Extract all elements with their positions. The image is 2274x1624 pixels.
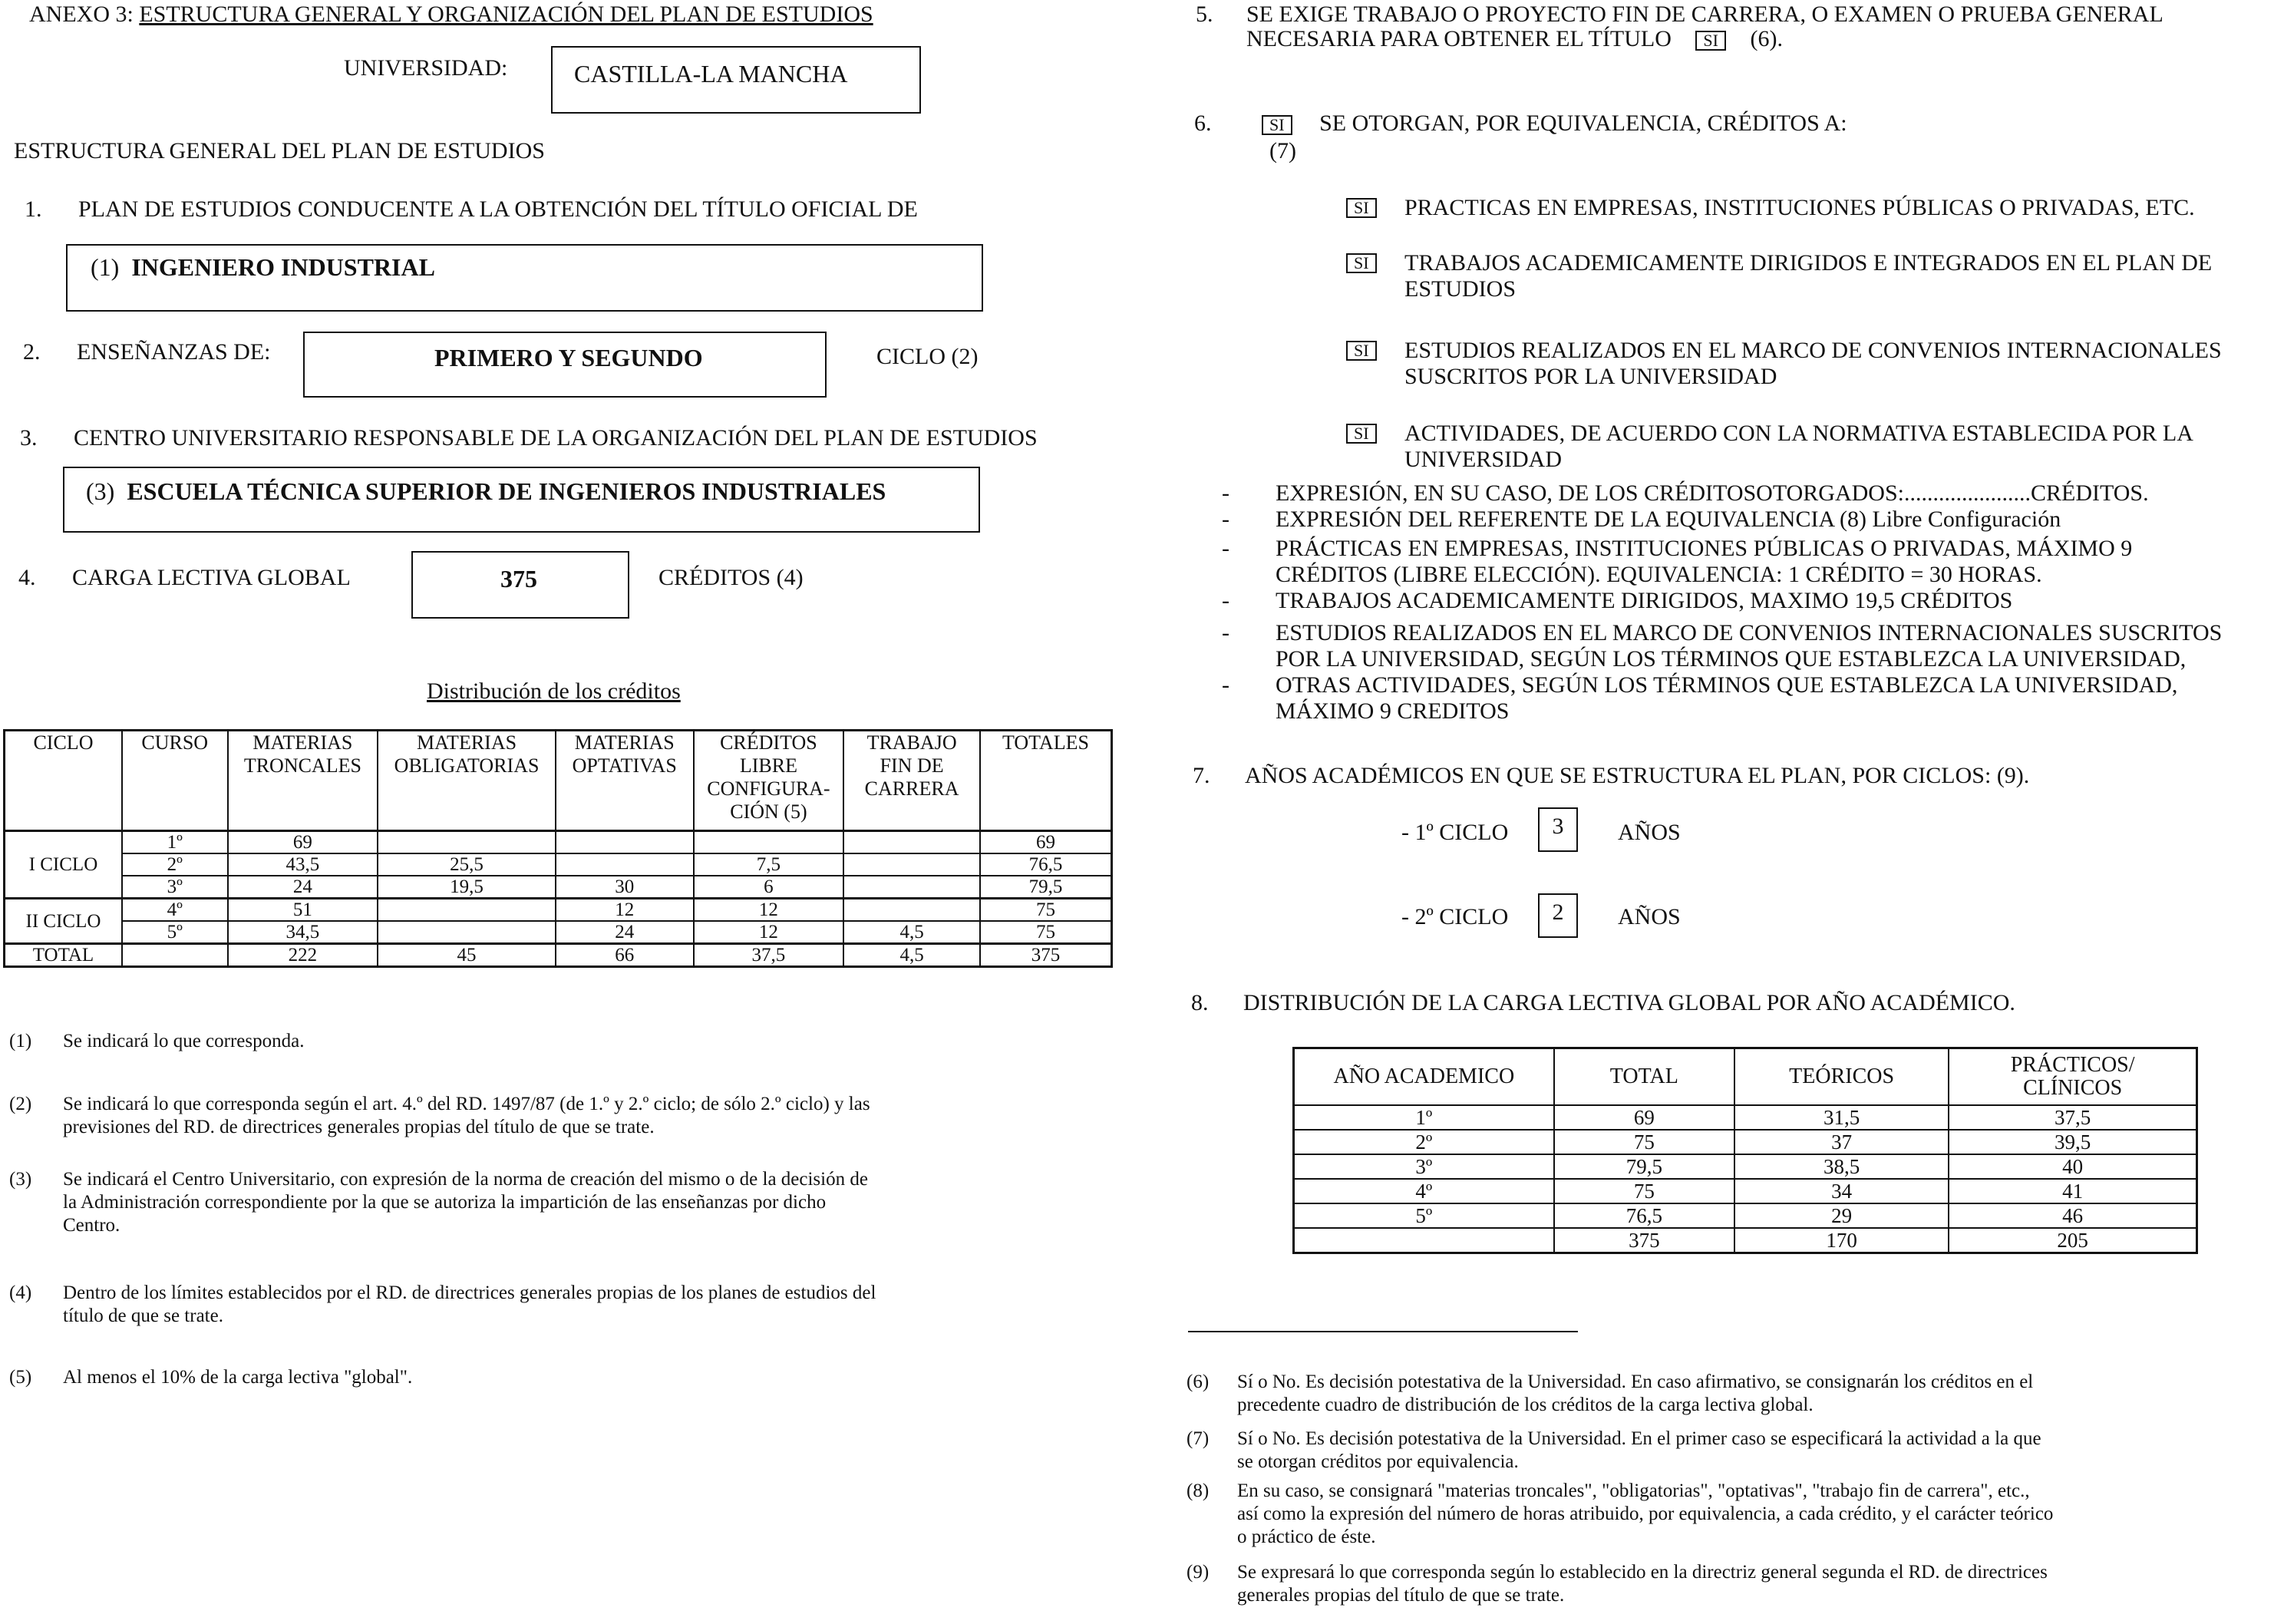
option-line: ESTUDIOS bbox=[1404, 276, 1517, 302]
item3-number: 3. bbox=[20, 425, 38, 451]
footnote-line: Se indicará lo que corresponda. bbox=[63, 1031, 305, 1051]
dash-bullet: - bbox=[1222, 588, 1229, 613]
year-cell: 38,5 bbox=[1734, 1154, 1949, 1179]
footnote-line: generales propias del título de que se trate. bbox=[1237, 1585, 1565, 1606]
cycle2-suffix: AÑOS bbox=[1618, 904, 1681, 929]
distribution-value-cell: 69 bbox=[980, 831, 1112, 854]
year-cell: 37 bbox=[1734, 1130, 1949, 1154]
option-line: PRACTICAS EN EMPRESAS, INSTITUCIONES PÚBLICAS O PRIVADAS, ETC. bbox=[1404, 195, 2195, 220]
distribution-value-cell: 24 bbox=[556, 921, 694, 944]
distribution-curso-cell: 3º bbox=[122, 876, 228, 899]
year-header-cell: AÑO ACADEMICO bbox=[1294, 1048, 1554, 1106]
item4-value: 375 bbox=[500, 565, 537, 592]
year-cell: 3º bbox=[1294, 1154, 1554, 1179]
year-header-row bbox=[1294, 1048, 2197, 1106]
item8-number: 8. bbox=[1191, 990, 1209, 1015]
distribution-row bbox=[5, 899, 1112, 922]
distribution-table bbox=[3, 729, 1113, 968]
footnote-number: (3) bbox=[9, 1169, 32, 1190]
equivalence-detail-line: POR LA UNIVERSIDAD, SEGÚN LOS TÉRMINOS QUE ESTABLEZCA LA UNIVERSIDAD, bbox=[1276, 646, 2187, 672]
option-line: ESTUDIOS REALIZADOS EN EL MARCO DE CONVENIOS INTERNACIONALES bbox=[1404, 338, 2222, 363]
equivalence-detail-line: PRÁCTICAS EN EMPRESAS, INSTITUCIONES PÚBLICAS O PRIVADAS, MÁXIMO 9 bbox=[1276, 536, 2133, 561]
footnote-line: se otorgan créditos por equivalencia. bbox=[1237, 1451, 1519, 1472]
option-checkbox[interactable]: SI bbox=[1346, 253, 1377, 273]
item7-number: 7. bbox=[1193, 763, 1210, 788]
year-cell: 75 bbox=[1554, 1130, 1734, 1154]
dash-bullet: - bbox=[1222, 620, 1229, 645]
distribution-header-cell: MATERIAS OPTATIVAS bbox=[556, 731, 694, 831]
distribution-value-cell: 19,5 bbox=[378, 876, 556, 899]
year-row bbox=[1294, 1228, 2197, 1253]
item1-text: PLAN DE ESTUDIOS CONDUCENTE A LA OBTENCIÓN DEL TÍTULO OFICIAL DE bbox=[78, 196, 918, 222]
year-header-cell: PRÁCTICOS/ CLÍNICOS bbox=[1949, 1048, 2196, 1106]
distribution-value-cell bbox=[694, 831, 844, 854]
year-cell: 375 bbox=[1554, 1228, 1734, 1253]
year-cell: 34 bbox=[1734, 1179, 1949, 1203]
dash-bullet: - bbox=[1222, 480, 1229, 506]
annex-title-underlined: ESTRUCTURA GENERAL Y ORGANIZACIÓN DEL PLAN DE ESTUDIOS bbox=[139, 2, 873, 27]
year-cell: 40 bbox=[1949, 1154, 2196, 1179]
distribution-total-cell: 66 bbox=[556, 944, 694, 967]
item3-value: ESCUELA TÉCNICA SUPERIOR DE INGENIEROS INDUSTRIALES bbox=[127, 477, 886, 505]
cycle1-value: 3 bbox=[1538, 807, 1578, 852]
year-cell: 41 bbox=[1949, 1179, 2196, 1203]
year-cell: 37,5 bbox=[1949, 1105, 2196, 1130]
item2-text: ENSEÑANZAS DE: bbox=[77, 339, 271, 365]
footnote-number: (9) bbox=[1187, 1562, 1210, 1583]
equivalence-detail-line: EXPRESIÓN DEL REFERENTE DE LA EQUIVALENCIA (8) Libre Configuración bbox=[1276, 507, 2061, 532]
cycle2-label: - 2º CICLO bbox=[1401, 904, 1509, 929]
distribution-total-cell: 4,5 bbox=[843, 944, 980, 967]
item6-line bbox=[1262, 111, 1847, 137]
item2-value: PRIMERO Y SEGUNDO bbox=[434, 344, 703, 371]
item4-suffix: CRÉDITOS (4) bbox=[658, 565, 804, 590]
year-cell: 170 bbox=[1734, 1228, 1949, 1253]
item3-value-line bbox=[86, 477, 886, 506]
item4-text: CARGA LECTIVA GLOBAL bbox=[72, 565, 351, 590]
footnote-line: o práctico de éste. bbox=[1237, 1527, 1376, 1547]
item3-ref: (3) bbox=[86, 477, 115, 505]
distribution-value-cell bbox=[843, 831, 980, 854]
year-cell: 46 bbox=[1949, 1203, 2196, 1228]
distribution-header-cell: TRABAJO FIN DE CARRERA bbox=[843, 731, 980, 831]
item1-ref: (1) bbox=[91, 253, 120, 281]
item2-number: 2. bbox=[23, 339, 41, 365]
year-cell: 4º bbox=[1294, 1179, 1554, 1203]
distribution-value-cell: 43,5 bbox=[228, 853, 378, 876]
distribution-value-cell: 51 bbox=[228, 899, 378, 922]
equivalence-detail-line: TRABAJOS ACADEMICAMENTE DIRIGIDOS, MAXIMO 19,5 CRÉDITOS bbox=[1276, 588, 2013, 613]
dash-bullet: - bbox=[1222, 536, 1229, 561]
distribution-total-cell: 45 bbox=[378, 944, 556, 967]
footnote-line: título de que se trate. bbox=[63, 1305, 223, 1326]
distribution-header-cell: CURSO bbox=[122, 731, 228, 831]
year-row bbox=[1294, 1105, 2197, 1130]
equivalence-detail-line: MÁXIMO 9 CREDITOS bbox=[1276, 698, 1510, 724]
distribution-curso-cell: 2º bbox=[122, 853, 228, 876]
item8-text: DISTRIBUCIÓN DE LA CARGA LECTIVA GLOBAL POR AÑO ACADÉMICO. bbox=[1243, 990, 2015, 1015]
distribution-total-cell: 37,5 bbox=[694, 944, 844, 967]
year-header-cell: TOTAL bbox=[1554, 1048, 1734, 1106]
footnote-line: En su caso, se consignará "materias troncales", "obligatorias", "optativas", "trabajo fin de carrera", etc., bbox=[1237, 1480, 2030, 1501]
option-checkbox[interactable]: SI bbox=[1346, 341, 1377, 361]
distribution-curso-cell: 1º bbox=[122, 831, 228, 854]
distribution-value-cell: 24 bbox=[228, 876, 378, 899]
distribution-curso-cell: 5º bbox=[122, 921, 228, 944]
year-cell: 79,5 bbox=[1554, 1154, 1734, 1179]
dash-bullet: - bbox=[1222, 672, 1229, 698]
distribution-header-cell: MATERIAS TRONCALES bbox=[228, 731, 378, 831]
footnote-line: previsiones del RD. de directrices generales propias del título de que se trate. bbox=[63, 1117, 655, 1137]
option-line: UNIVERSIDAD bbox=[1404, 447, 1562, 472]
item6-checkbox[interactable]: SI bbox=[1262, 115, 1292, 135]
footnote-line: Al menos el 10% de la carga lectiva "global". bbox=[63, 1367, 413, 1388]
distribution-value-cell: 7,5 bbox=[694, 853, 844, 876]
footnote-number: (8) bbox=[1187, 1480, 1210, 1501]
distribution-value-cell: 34,5 bbox=[228, 921, 378, 944]
distribution-value-cell: 12 bbox=[694, 899, 844, 922]
distribution-header-cell: CRÉDITOS LIBRE CONFIGURA- CIÓN (5) bbox=[694, 731, 844, 831]
distribution-value-cell bbox=[378, 921, 556, 944]
distribution-value-cell: 79,5 bbox=[980, 876, 1112, 899]
footnote-number: (4) bbox=[9, 1282, 32, 1303]
equivalence-detail-line: EXPRESIÓN, EN SU CASO, DE LOS CRÉDITOSOTORGADOS:......................CRÉDITOS. bbox=[1276, 480, 2149, 506]
year-cell: 69 bbox=[1554, 1105, 1734, 1130]
footnote-line: Sí o No. Es decisión potestativa de la Universidad. En el primer caso se especificará la actividad a la que bbox=[1237, 1428, 2041, 1449]
item1-value-line bbox=[91, 253, 435, 282]
year-cell: 75 bbox=[1554, 1179, 1734, 1203]
distribution-value-cell: 4,5 bbox=[843, 921, 980, 944]
distribution-value-cell bbox=[556, 853, 694, 876]
year-distribution-table bbox=[1292, 1047, 2198, 1254]
distribution-value-cell bbox=[843, 899, 980, 922]
option-checkbox[interactable]: SI bbox=[1346, 424, 1377, 444]
item5-checkbox[interactable]: SI bbox=[1695, 31, 1726, 51]
cycle1-label: - 1º CICLO bbox=[1401, 820, 1509, 845]
footnote-line: la Administración correspondiente por la que se autoriza la impartición de las enseñanzas por dicho bbox=[63, 1192, 827, 1213]
option-line: SUSCRITOS POR LA UNIVERSIDAD bbox=[1404, 364, 1777, 389]
footnote-number: (5) bbox=[9, 1367, 32, 1388]
option-line: ACTIVIDADES, DE ACUERDO CON LA NORMATIVA ESTABLECIDA POR LA bbox=[1404, 421, 2193, 446]
year-row bbox=[1294, 1154, 2197, 1179]
distribution-total-curso bbox=[122, 944, 228, 967]
distribution-total-cell: 375 bbox=[980, 944, 1112, 967]
equivalence-detail-line: CRÉDITOS (LIBRE ELECCIÓN). EQUIVALENCIA: 1 CRÉDITO = 30 HORAS. bbox=[1276, 562, 2042, 587]
footnote-line: Se indicará el Centro Universitario, con expresión de la norma de creación del mismo o de la decisión de bbox=[63, 1169, 868, 1190]
footnote-line: así como la expresión del número de horas atribuido, por equivalencia, a cada crédito, y el carácter teórico bbox=[1237, 1504, 2054, 1524]
year-row bbox=[1294, 1179, 2197, 1203]
year-cell: 39,5 bbox=[1949, 1130, 2196, 1154]
distribution-value-cell: 6 bbox=[694, 876, 844, 899]
distribution-value-cell: 75 bbox=[980, 899, 1112, 922]
distribution-value-cell: 12 bbox=[694, 921, 844, 944]
year-cell: 5º bbox=[1294, 1203, 1554, 1228]
university-label: UNIVERSIDAD: bbox=[344, 55, 508, 81]
item5-line2-text: NECESARIA PARA OBTENER EL TÍTULO bbox=[1246, 26, 1672, 51]
footnote-line: Dentro de los límites establecidos por el RD. de directrices generales propias de los planes de estudios del bbox=[63, 1282, 876, 1303]
distribution-curso-cell: 4º bbox=[122, 899, 228, 922]
item6-text: SE OTORGAN, POR EQUIVALENCIA, CRÉDITOS A: bbox=[1319, 111, 1847, 136]
item7-text: AÑOS ACADÉMICOS EN QUE SE ESTRUCTURA EL PLAN, POR CICLOS: (9). bbox=[1245, 763, 2030, 788]
distribution-header-cell: CICLO bbox=[5, 731, 122, 831]
item1-number: 1. bbox=[25, 196, 42, 222]
distribution-title: Distribución de los créditos bbox=[427, 678, 681, 704]
footnote-number: (6) bbox=[1187, 1371, 1210, 1392]
annex-title bbox=[29, 2, 873, 28]
year-cell bbox=[1294, 1228, 1554, 1253]
distribution-value-cell: 69 bbox=[228, 831, 378, 854]
year-row bbox=[1294, 1130, 2197, 1154]
year-cell: 1º bbox=[1294, 1105, 1554, 1130]
item1-value: INGENIERO INDUSTRIAL bbox=[131, 253, 435, 281]
footnote-separator bbox=[1188, 1331, 1578, 1332]
section-title: ESTRUCTURA GENERAL DEL PLAN DE ESTUDIOS bbox=[14, 138, 545, 163]
distribution-value-cell: 25,5 bbox=[378, 853, 556, 876]
item5-line2 bbox=[1246, 26, 1783, 52]
distribution-row bbox=[5, 876, 1112, 899]
distribution-value-cell bbox=[378, 831, 556, 854]
distribution-value-cell bbox=[378, 899, 556, 922]
item6-ref: (7) bbox=[1269, 138, 1296, 163]
item4-number: 4. bbox=[18, 565, 36, 590]
year-cell: 76,5 bbox=[1554, 1203, 1734, 1228]
cycle1-suffix: AÑOS bbox=[1618, 820, 1681, 845]
footnote-line: precedente cuadro de distribución de los créditos de la carga lectiva global. bbox=[1237, 1395, 1814, 1415]
year-cell: 205 bbox=[1949, 1228, 2196, 1253]
footnote-line: Centro. bbox=[63, 1215, 120, 1236]
distribution-header-cell: TOTALES bbox=[980, 731, 1112, 831]
year-cell: 29 bbox=[1734, 1203, 1949, 1228]
cycle2-value: 2 bbox=[1538, 893, 1578, 938]
distribution-header-row bbox=[5, 731, 1112, 831]
item5-number: 5. bbox=[1196, 2, 1213, 27]
item2-suffix: CICLO (2) bbox=[876, 344, 979, 369]
equivalence-detail-line: ESTUDIOS REALIZADOS EN EL MARCO DE CONVENIOS INTERNACIONALES SUSCRITOS bbox=[1276, 620, 2223, 645]
dash-bullet: - bbox=[1222, 507, 1229, 532]
year-row bbox=[1294, 1203, 2197, 1228]
item5-ref: (6). bbox=[1750, 26, 1783, 51]
item6-number: 6. bbox=[1194, 111, 1212, 136]
equivalence-detail-line: OTRAS ACTIVIDADES, SEGÚN LOS TÉRMINOS QUE ESTABLEZCA LA UNIVERSIDAD, bbox=[1276, 672, 2178, 698]
distribution-row bbox=[5, 921, 1112, 944]
year-cell: 31,5 bbox=[1734, 1105, 1949, 1130]
distribution-value-cell bbox=[843, 853, 980, 876]
item3-text: CENTRO UNIVERSITARIO RESPONSABLE DE LA ORGANIZACIÓN DEL PLAN DE ESTUDIOS bbox=[74, 425, 1038, 451]
distribution-value-cell bbox=[843, 876, 980, 899]
distribution-value-cell: 76,5 bbox=[980, 853, 1112, 876]
distribution-row bbox=[5, 831, 1112, 854]
footnote-number: (2) bbox=[9, 1094, 32, 1114]
item5-line1: SE EXIGE TRABAJO O PROYECTO FIN DE CARRERA, O EXAMEN O PRUEBA GENERAL bbox=[1246, 2, 2163, 27]
university-value: CASTILLA-LA MANCHA bbox=[574, 60, 848, 87]
footnote-line: Se indicará lo que corresponda según el art. 4.º del RD. 1497/87 (de 1.º y 2.º ciclo; de sólo 2.º ciclo) y las bbox=[63, 1094, 870, 1114]
footnote-number: (7) bbox=[1187, 1428, 1210, 1449]
distribution-total-cell: 222 bbox=[228, 944, 378, 967]
footnote-line: Sí o No. Es decisión potestativa de la Universidad. En caso afirmativo, se consignarán los créditos en el bbox=[1237, 1371, 2034, 1392]
option-line: TRABAJOS ACADEMICAMENTE DIRIGIDOS E INTEGRADOS EN EL PLAN DE bbox=[1404, 250, 2213, 276]
year-header-cell: TEÓRICOS bbox=[1734, 1048, 1949, 1106]
year-cell: 2º bbox=[1294, 1130, 1554, 1154]
distribution-value-cell bbox=[556, 831, 694, 854]
distribution-header-cell: MATERIAS OBLIGATORIAS bbox=[378, 731, 556, 831]
distribution-total-label: TOTAL bbox=[5, 944, 122, 967]
footnote-line: Se expresará lo que corresponda según lo establecido en la directriz general segunda el RD. de directrices bbox=[1237, 1562, 2048, 1583]
distribution-value-cell: 75 bbox=[980, 921, 1112, 944]
distribution-value-cell: 12 bbox=[556, 899, 694, 922]
footnote-number: (1) bbox=[9, 1031, 32, 1051]
distribution-ciclo-cell: I CICLO bbox=[5, 831, 122, 899]
option-checkbox[interactable]: SI bbox=[1346, 198, 1377, 218]
distribution-total-row bbox=[5, 944, 1112, 967]
distribution-ciclo-cell: II CICLO bbox=[5, 899, 122, 944]
annex-title-prefix: ANEXO 3: bbox=[29, 2, 140, 27]
distribution-row bbox=[5, 853, 1112, 876]
distribution-value-cell: 30 bbox=[556, 876, 694, 899]
